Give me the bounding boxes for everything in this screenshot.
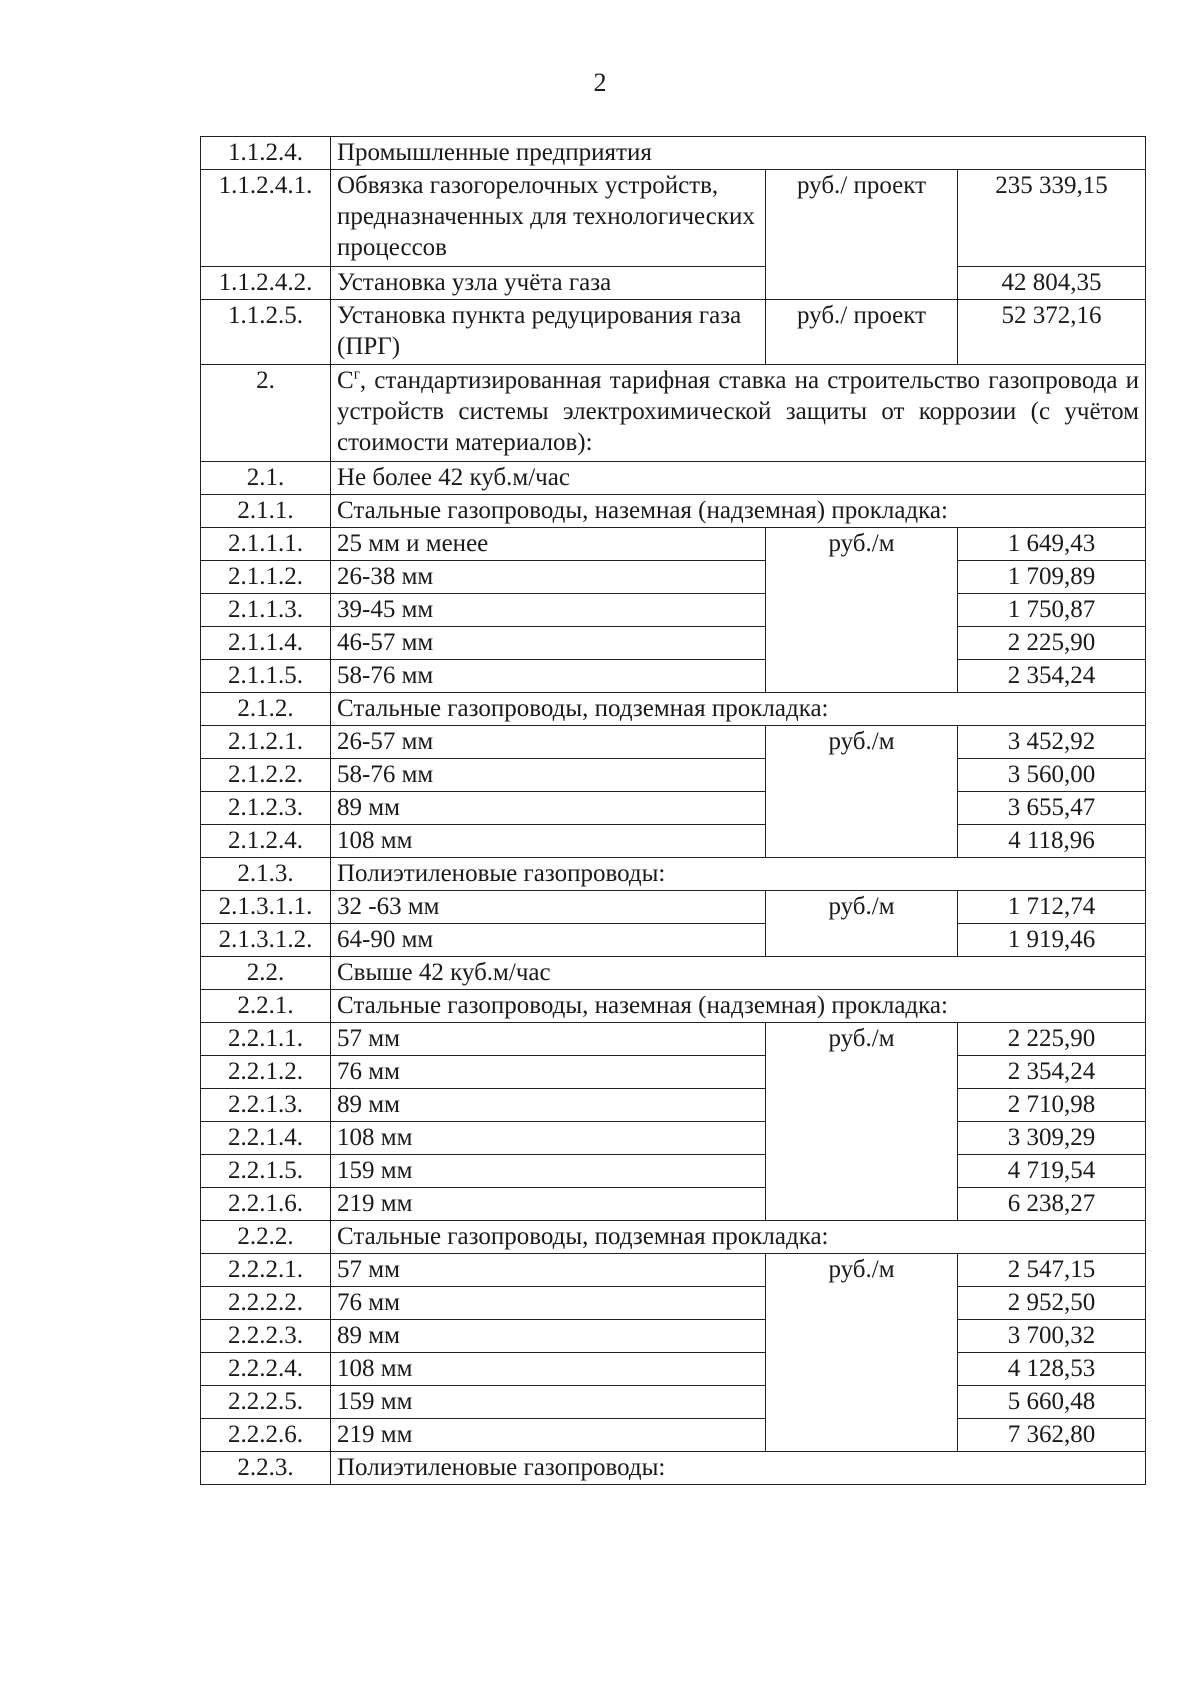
row-name: Полиэтиленовые газопроводы: (331, 858, 1146, 891)
row-name: 26-38 мм (331, 561, 766, 594)
row-name: 58-76 мм (331, 759, 766, 792)
row-code: 2.2.1.5. (201, 1155, 331, 1188)
row-code: 2.2.1.6. (201, 1188, 331, 1221)
row-name: 108 мм (331, 1122, 766, 1155)
row-code: 2.1.1.4. (201, 627, 331, 660)
row-code: 2.1.3.1.2. (201, 924, 331, 957)
row-name: Свыше 42 куб.м/час (331, 957, 1146, 990)
row-name: 219 мм (331, 1188, 766, 1221)
row-name: Стальные газопроводы, подземная прокладка: (331, 1221, 1146, 1254)
row-price: 2 547,15 (958, 1254, 1146, 1287)
table-row (201, 495, 1146, 528)
row-name: 159 мм (331, 1386, 766, 1419)
table-row (201, 858, 1146, 891)
row-price: 3 655,47 (958, 792, 1146, 825)
table-row (201, 792, 1146, 825)
table-row (201, 1122, 1146, 1155)
table-row (201, 1155, 1146, 1188)
row-name: 76 мм (331, 1056, 766, 1089)
table-row (201, 660, 1146, 693)
table-row (201, 1221, 1146, 1254)
row-price: 3 700,32 (958, 1320, 1146, 1353)
row-name: 26-57 мм (331, 726, 766, 759)
row-price: 3 309,29 (958, 1122, 1146, 1155)
row-price: 235 339,15 (958, 170, 1146, 267)
row-code: 2.1.1.5. (201, 660, 331, 693)
row-name: Стальные газопроводы, наземная (надземная) прокладка: (331, 990, 1146, 1023)
row-price: 2 710,98 (958, 1089, 1146, 1122)
table-row (201, 924, 1146, 957)
row-name: 108 мм (331, 825, 766, 858)
row-name: Стальные газопроводы, наземная (надземная) прокладка: (331, 495, 1146, 528)
row-price: 1 649,43 (958, 528, 1146, 561)
table-row (201, 627, 1146, 660)
tariff-symbol: С (337, 367, 354, 394)
row-unit: руб./м (766, 1023, 958, 1221)
row-name: 159 мм (331, 1155, 766, 1188)
row-code: 2.2.2.5. (201, 1386, 331, 1419)
table-row (201, 528, 1146, 561)
table-row (201, 1023, 1146, 1056)
row-name: 57 мм (331, 1254, 766, 1287)
row-unit: руб./м (766, 528, 958, 693)
row-code: 2.2.2.3. (201, 1320, 331, 1353)
row-code: 1.1.2.4.1. (201, 170, 331, 267)
row-price: 1 919,46 (958, 924, 1146, 957)
row-code: 1.1.2.4. (201, 137, 331, 170)
table-row (201, 137, 1146, 170)
row-name: 64-90 мм (331, 924, 766, 957)
table-row (201, 594, 1146, 627)
table-row (201, 1320, 1146, 1353)
row-code: 2.2.2.2. (201, 1287, 331, 1320)
row-price: 3 452,92 (958, 726, 1146, 759)
table-row (201, 1056, 1146, 1089)
table-row (201, 170, 1146, 267)
table-row (201, 726, 1146, 759)
row-code: 2.1.1.2. (201, 561, 331, 594)
row-price: 6 238,27 (958, 1188, 1146, 1221)
row-price: 2 354,24 (958, 1056, 1146, 1089)
row-code: 2.2.1.4. (201, 1122, 331, 1155)
row-name: 32 -63 мм (331, 891, 766, 924)
row-code: 2.2.1.2. (201, 1056, 331, 1089)
row-price: 1 709,89 (958, 561, 1146, 594)
table-row (201, 1452, 1146, 1485)
table-row (201, 267, 1146, 300)
row-code: 2.1.2.3. (201, 792, 331, 825)
table-row (201, 300, 1146, 365)
row-price: 4 128,53 (958, 1353, 1146, 1386)
page-number: 2 (593, 68, 607, 97)
row-code: 2.2.2.1. (201, 1254, 331, 1287)
table-row (201, 462, 1146, 495)
row-name: Полиэтиленовые газопроводы: (331, 1452, 1146, 1485)
row-code: 2.1.3.1.1. (201, 891, 331, 924)
row-code: 2.2. (201, 957, 331, 990)
row-code: 2.1.2.2. (201, 759, 331, 792)
tariff-table (200, 136, 1146, 1485)
row-price: 2 952,50 (958, 1287, 1146, 1320)
row-code: 2.1.1. (201, 495, 331, 528)
row-unit: руб./м (766, 726, 958, 858)
row-price: 5 660,48 (958, 1386, 1146, 1419)
row-unit: руб./м (766, 891, 958, 957)
row-name: 46-57 мм (331, 627, 766, 660)
row-name: 219 мм (331, 1419, 766, 1452)
row-name: Стальные газопроводы, подземная прокладка: (331, 693, 1146, 726)
table-row (201, 990, 1146, 1023)
row-code: 2.2.1.1. (201, 1023, 331, 1056)
row-name: 89 мм (331, 1089, 766, 1122)
row-code: 2.2.2.4. (201, 1353, 331, 1386)
row-name: 89 мм (331, 792, 766, 825)
row-name: 76 мм (331, 1287, 766, 1320)
table-row (201, 1386, 1146, 1419)
row-name: Не более 42 куб.м/час (331, 462, 1146, 495)
row-code: 2.2.1. (201, 990, 331, 1023)
row-code: 2.2.2.6. (201, 1419, 331, 1452)
table-row (201, 1353, 1146, 1386)
table-row (201, 1089, 1146, 1122)
row-code: 2.1.2.1. (201, 726, 331, 759)
row-name: 25 мм и менее (331, 528, 766, 561)
row-code: 2.2.2. (201, 1221, 331, 1254)
row-code: 2.1. (201, 462, 331, 495)
row-price: 3 560,00 (958, 759, 1146, 792)
table-row (201, 759, 1146, 792)
table-row (201, 825, 1146, 858)
row-name: Установка пункта редуцирования газа (ПРГ) (331, 300, 766, 365)
table-row (201, 365, 1146, 462)
row-code: 1.1.2.4.2. (201, 267, 331, 300)
row-unit: руб./ проект (766, 170, 958, 300)
row-price: 2 354,24 (958, 660, 1146, 693)
row-name: 89 мм (331, 1320, 766, 1353)
row-price: 52 372,16 (958, 300, 1146, 365)
tariff-symbol-superscript: г (353, 366, 360, 383)
table-row (201, 1419, 1146, 1452)
row-name: 58-76 мм (331, 660, 766, 693)
table-row (201, 561, 1146, 594)
row-code: 2. (201, 365, 331, 462)
section-description (331, 365, 1146, 462)
row-code: 2.2.3. (201, 1452, 331, 1485)
row-name: 108 мм (331, 1353, 766, 1386)
row-name: 39-45 мм (331, 594, 766, 627)
row-code: 2.1.2.4. (201, 825, 331, 858)
row-code: 1.1.2.5. (201, 300, 331, 365)
row-code: 2.1.1.3. (201, 594, 331, 627)
row-code: 2.1.3. (201, 858, 331, 891)
table-row (201, 1254, 1146, 1287)
section-description-text: , стандартизированная тарифная ставка на строительство газопровода и устройств системы электрохимической защиты от коррозии (с учётом стоимости материалов): (337, 367, 1139, 456)
row-code: 2.1.1.1. (201, 528, 331, 561)
row-price: 2 225,90 (958, 627, 1146, 660)
table-row (201, 891, 1146, 924)
row-price: 2 225,90 (958, 1023, 1146, 1056)
row-unit: руб./м (766, 1254, 958, 1452)
table-row (201, 1188, 1146, 1221)
row-price: 1 750,87 (958, 594, 1146, 627)
row-price: 1 712,74 (958, 891, 1146, 924)
row-price: 4 118,96 (958, 825, 1146, 858)
table-row (201, 957, 1146, 990)
row-code: 2.2.1.3. (201, 1089, 331, 1122)
row-price: 42 804,35 (958, 267, 1146, 300)
row-name: Промышленные предприятия (331, 137, 1146, 170)
row-name: Установка узла учёта газа (331, 267, 766, 300)
row-price: 7 362,80 (958, 1419, 1146, 1452)
row-name: Обвязка газогорелочных устройств, предназначенных для технологических процессов (331, 170, 766, 267)
table-row (201, 1287, 1146, 1320)
row-code: 2.1.2. (201, 693, 331, 726)
row-name: 57 мм (331, 1023, 766, 1056)
row-price: 4 719,54 (958, 1155, 1146, 1188)
table-row (201, 693, 1146, 726)
row-unit: руб./ проект (766, 300, 958, 365)
